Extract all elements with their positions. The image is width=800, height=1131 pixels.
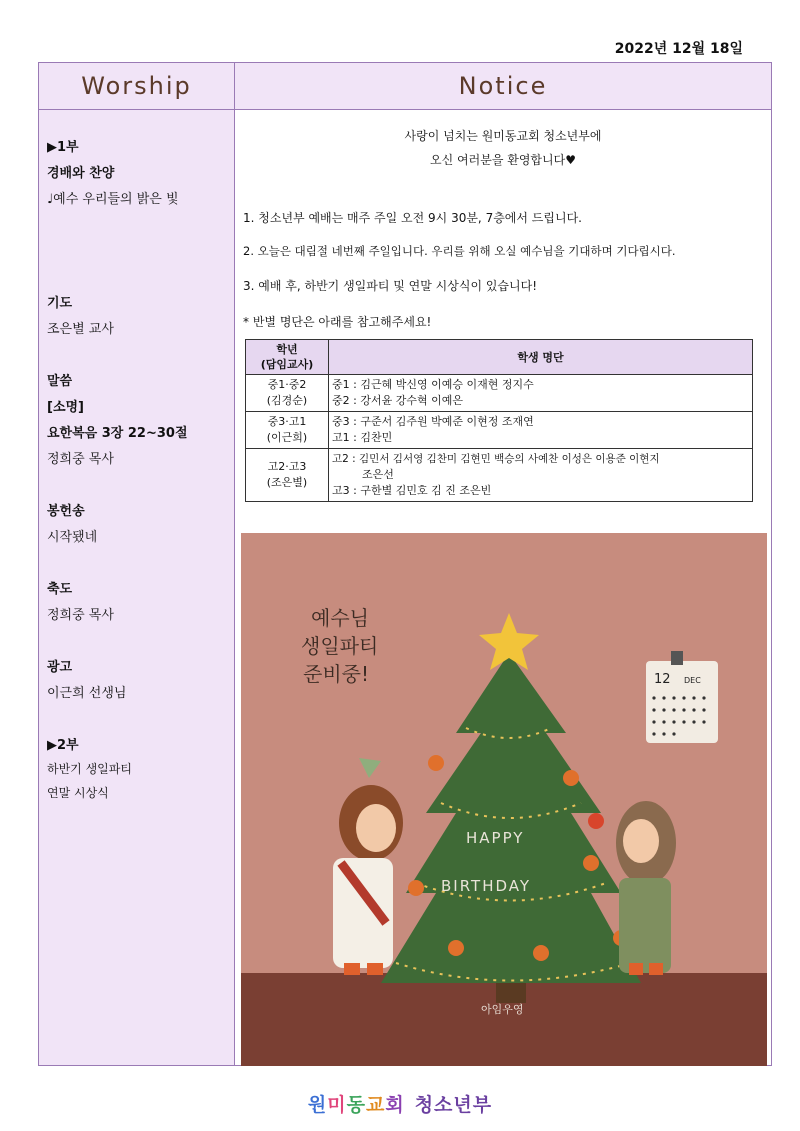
roster-names-line: 고1 : 김찬민 <box>332 431 393 444</box>
notice-item-4: * 반별 명단은 아래를 참고해주세요! <box>243 315 432 329</box>
roster-teacher: (김경순) <box>266 394 308 407</box>
roster-header-teacher-label: (담임교사) <box>260 358 314 371</box>
welcome-line-1: 사랑이 넘치는 원미동교회 청소년부에 <box>404 129 602 143</box>
roster-header-row <box>246 340 753 375</box>
prayer-title: 기도 <box>47 296 73 311</box>
prayer-person: 조은별 교사 <box>47 322 114 337</box>
footer-char-5: 회 <box>385 1094 405 1116</box>
roster-grade-cell <box>246 412 329 449</box>
roster-grade: 고2·고3 <box>267 460 307 473</box>
christmas-illustration <box>241 533 767 1066</box>
table-row <box>246 375 753 412</box>
roster-names-cell <box>329 412 753 449</box>
roster-header-grade <box>246 340 329 375</box>
part2-label: ▶2부 <box>47 738 79 753</box>
caption-line-3: 준비중! <box>303 662 369 686</box>
benediction-title: 축도 <box>47 582 73 597</box>
roster-grade: 중3·고1 <box>267 415 307 428</box>
footer-char-2: 미 <box>327 1094 347 1116</box>
footer-department: 청소년부 <box>414 1094 493 1116</box>
calendar-month: DEC <box>684 676 701 685</box>
artist-signature: 아임우영 <box>481 1003 524 1016</box>
ads-title: 광고 <box>47 660 73 675</box>
part2-item-awards: 연말 시상식 <box>47 786 109 800</box>
notice-item-1: 1. 청소년부 예배는 매주 주일 오전 9시 30분, 7층에서 드립니다. <box>243 211 582 225</box>
roster-names-cell <box>329 449 753 502</box>
footer-char-3: 동 <box>346 1094 366 1116</box>
roster-names-line: 중3 : 구준서 김주원 박예준 이현정 조재연 <box>332 415 534 428</box>
roster-names-line: 고2 : 김민서 김서영 김찬미 김현민 백승의 사예찬 이성은 이용준 이현지 <box>332 453 660 465</box>
roster-teacher: (조은별) <box>266 476 308 489</box>
footer-char-1: 원 <box>307 1094 328 1116</box>
part1-label: ▶1부 <box>47 140 79 155</box>
caption-line-1: 예수님 <box>311 606 369 630</box>
birthday-text: BIRTHDAY <box>441 877 532 895</box>
offering-title: 봉헌송 <box>47 504 85 519</box>
roster-grade-cell <box>246 449 329 502</box>
bulletin-frame <box>38 62 772 1066</box>
roster-grade: 중1·중2 <box>267 378 307 391</box>
sermon-title: 말씀 <box>47 374 73 389</box>
roster-names-line: 중1 : 김근혜 박신영 이예승 이재현 정지수 <box>332 378 534 391</box>
roster-names-cell <box>329 375 753 412</box>
sermon-passage: 요한복음 3장 22~30절 <box>47 426 188 441</box>
table-row <box>246 412 753 449</box>
roster-header-students: 학생 명단 <box>329 340 753 375</box>
sermon-person: 정희중 목사 <box>47 452 114 467</box>
offering-song: 시작됐네 <box>47 530 98 545</box>
notice-header: Notice <box>235 63 771 110</box>
part2-item-birthday: 하반기 생일파티 <box>47 762 132 776</box>
wall-calendar-icon <box>646 651 718 743</box>
benediction-person: 정희중 목사 <box>47 608 114 623</box>
footer-char-4: 교 <box>365 1094 386 1116</box>
class-roster-table <box>245 339 753 502</box>
table-row <box>246 449 753 502</box>
roster-header-grade-label: 학년 <box>276 343 298 356</box>
jesus-figure-icon <box>333 758 403 975</box>
sermon-theme: [소명] <box>47 400 84 415</box>
roster-grade-cell <box>246 375 329 412</box>
roster-names-line: 중2 : 강서윤 강수혁 이예은 <box>332 394 463 407</box>
welcome-line-2: 오신 여러분을 환영합니다♥ <box>430 153 576 167</box>
praise-song: ♩예수 우리들의 밝은 빛 <box>47 192 179 207</box>
praise-title: 경배와 찬양 <box>47 166 115 181</box>
roster-teacher: (이근희) <box>266 431 308 444</box>
calendar-day: 12 <box>654 672 671 687</box>
notice-item-2: 2. 오늘은 대림절 네번째 주일입니다. 우리를 위해 오실 예수님을 기대하며 기다립시다. <box>243 244 676 258</box>
church-footer <box>0 1090 800 1117</box>
happy-text: HAPPY <box>466 829 525 847</box>
roster-names-line: 고3 : 구한별 김민호 김 진 조은빈 <box>332 484 492 497</box>
roster-names-line: 조은선 <box>362 468 394 481</box>
worship-header: Worship <box>39 63 235 110</box>
christmas-tree-icon <box>381 653 641 1003</box>
christmas-illustration-svg <box>241 533 767 1066</box>
caption-line-2: 생일파티 <box>301 634 379 658</box>
notice-item-3: 3. 예배 후, 하반기 생일파티 및 연말 시상식이 있습니다! <box>243 279 538 293</box>
bulletin-date: 2022년 12월 18일 <box>614 41 743 57</box>
ads-person: 이근희 선생님 <box>47 686 127 701</box>
worship-sidebar <box>39 110 235 1065</box>
